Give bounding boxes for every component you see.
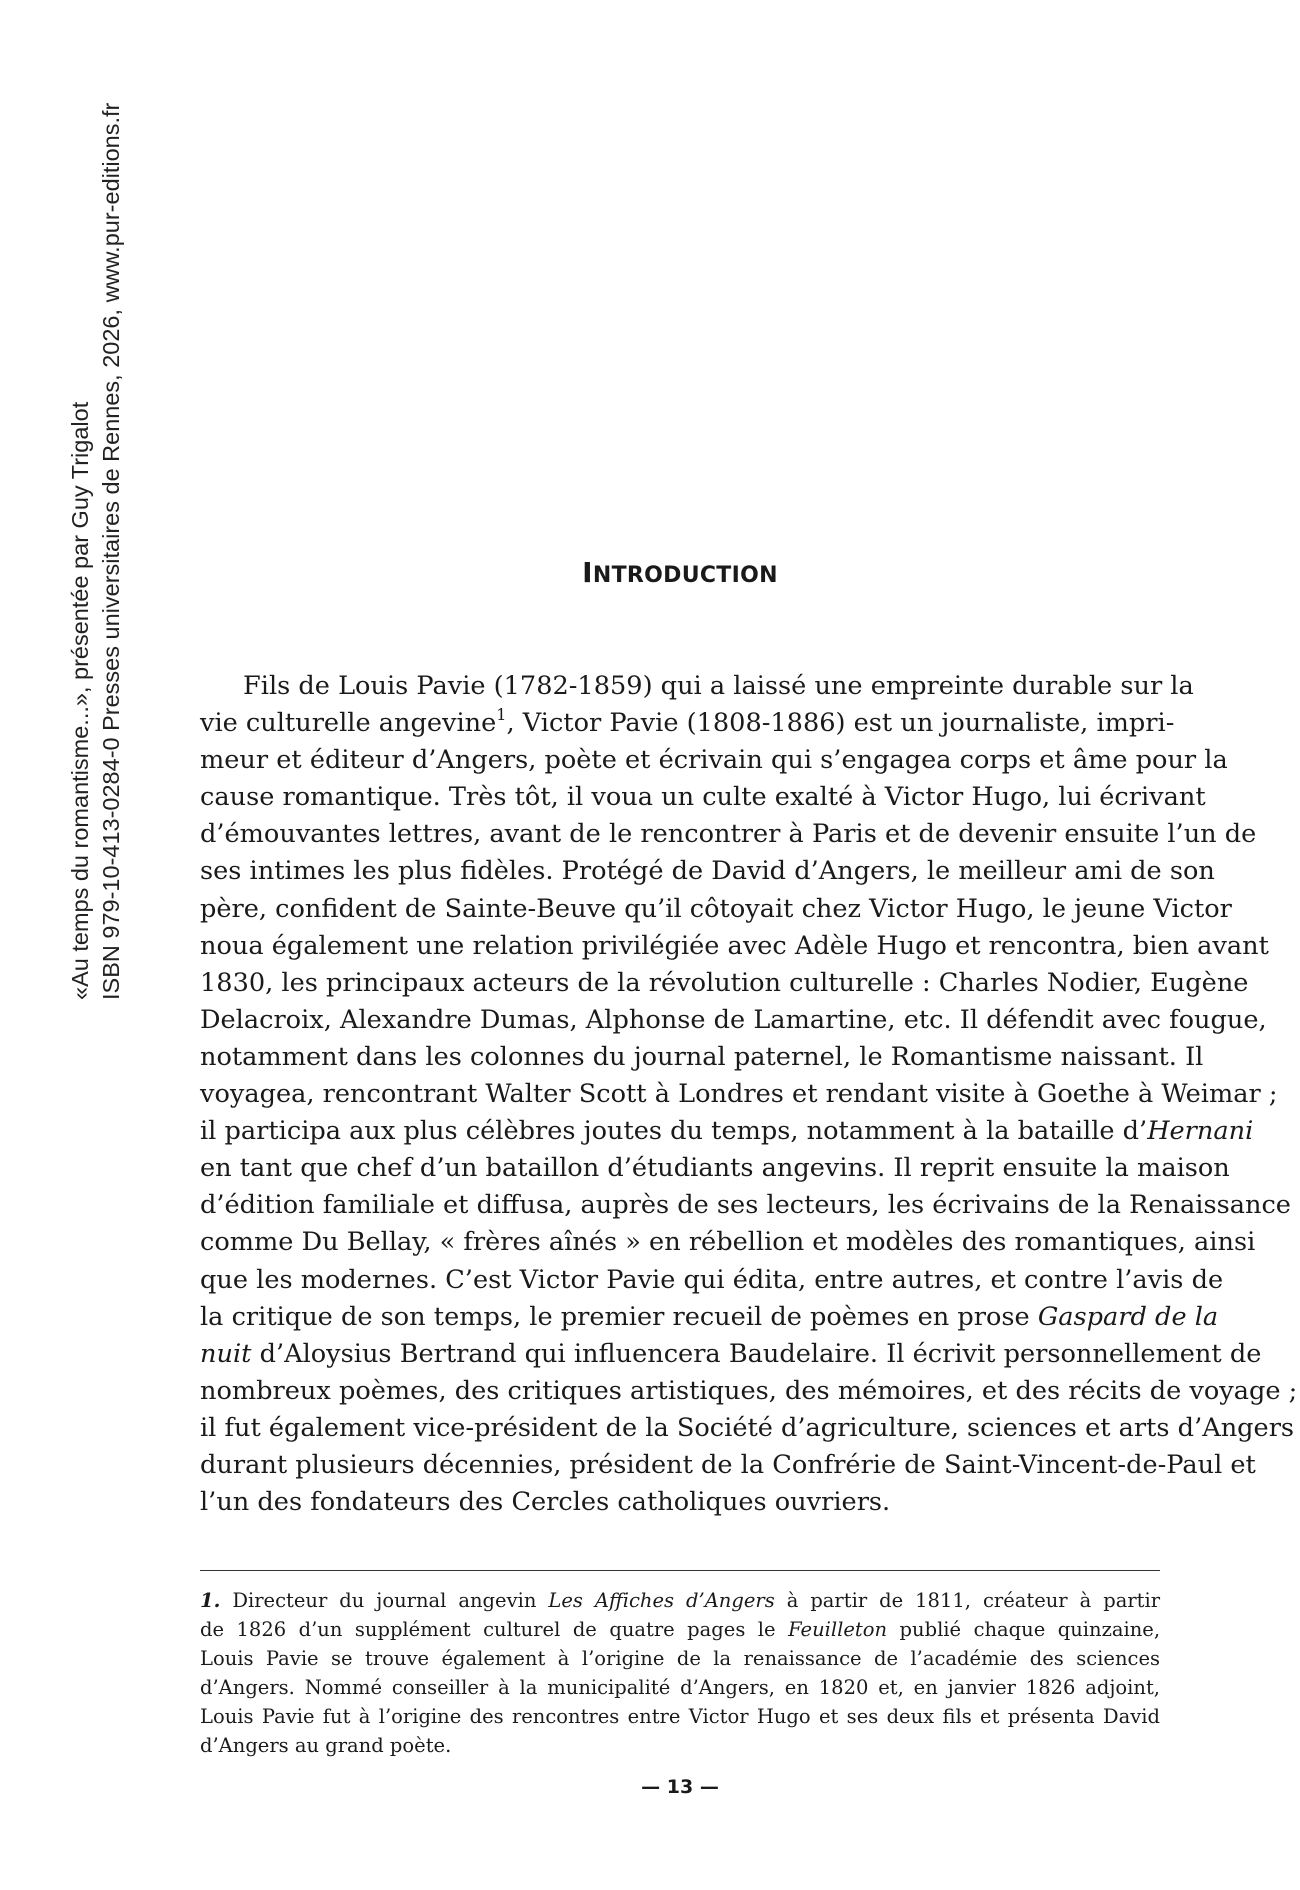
body-line: d’édition familiale et diffusa, auprès de ses lecteurs, les écrivains de la Renaissance (200, 1190, 1291, 1221)
italic-title: Gaspard de la (1037, 1301, 1219, 1332)
body-line: Delacroix, Alexandre Dumas, Alphonse de Lamartine, etc. Il défendit avec fougue, (200, 1004, 1267, 1035)
footnote (200, 1586, 1160, 1760)
italic-title: nuit (200, 1338, 252, 1369)
body-line: en tant que chef d’un bataillon d’étudiants angevins. Il reprit ensuite la maison (200, 1153, 1230, 1184)
body-line: noua également une relation privilégiée avec Adèle Hugo et rencontra, bien avant (200, 930, 1269, 961)
body-line: l’un des fondateurs des Cercles catholiques ouvriers. (200, 1487, 891, 1518)
body-paragraph (200, 668, 1298, 1521)
body-line: nuit d’Aloysius Bertrand qui influencera Baudelaire. Il écrivit personnellement de (200, 1338, 1262, 1369)
side-note-line-1: «Au temps du romantisme...», présentée par Guy Trigalot (67, 401, 93, 1000)
body-line: 1830, les principaux acteurs de la révolution culturelle : Charles Nodier, Eugène (200, 967, 1249, 998)
italic-title: Hernani (1147, 1116, 1254, 1147)
copyright-side-note (65, 0, 127, 1000)
body-line: durant plusieurs décennies, président de la Confrérie de Saint-Vincent-de-Paul et (200, 1449, 1256, 1480)
footnote-line: de 1826 d’un supplément culturel de quatre pages le Feuilleton publié chaque quinzaine, (200, 1618, 1161, 1641)
footnote-reference: 1 (496, 705, 507, 725)
body-line: notamment dans les colonnes du journal paternel, le Romantisme naissant. Il (200, 1041, 1204, 1072)
footnote-line: d’Angers au grand poète. (200, 1734, 452, 1757)
body-line: comme Du Bellay, « frères aînés » en rébellion et modèles des romantiques, ainsi (200, 1227, 1256, 1258)
side-note-line-2: ISBN 979-10-413-0284-0 Presses universitaires de Rennes, 2026, www.pur-editions.fr (98, 102, 124, 1000)
page-number: — 13 — (641, 1776, 719, 1798)
chapter-title (200, 556, 1160, 589)
body-line: voyagea, rencontrant Walter Scott à Londres et rendant visite à Goethe à Weimar ; (200, 1079, 1278, 1110)
body-line: Fils de Louis Pavie (1782-1859) qui a laissé une empreinte durable sur la (243, 671, 1194, 701)
body-line: meur et éditeur d’Angers, poète et écrivain qui s’engagea corps et âme pour la (200, 745, 1228, 776)
footnote-line: d’Angers. Nommé conseiller à la municipalité d’Angers, en 1820 et, en janvier 1826 adjoint, (200, 1676, 1160, 1699)
body-line: père, confident de Sainte-Beuve qu’il côtoyait chez Victor Hugo, le jeune Victor (200, 893, 1232, 924)
footnote-number: 1. (200, 1589, 221, 1612)
footnote-line: Louis Pavie fut à l’origine des rencontres entre Victor Hugo et ses deux fils et présenta David (200, 1705, 1160, 1728)
footnote-separator (200, 1570, 1160, 1571)
body-line: il participa aux plus célèbres joutes du temps, notamment à la bataille d’Hernani (200, 1116, 1254, 1147)
title-rest: NTRODUCTION (592, 563, 778, 588)
footnote-line: Louis Pavie se trouve également à l’origine de la renaissance de l’académie des sciences (200, 1647, 1160, 1670)
title-initial: I (582, 556, 593, 589)
body-line: la critique de son temps, le premier recueil de poèmes en prose Gaspard de la (200, 1301, 1219, 1332)
body-line: il fut également vice-président de la Société d’agriculture, sciences et arts d’Angers (200, 1412, 1295, 1443)
body-line: nombreux poèmes, des critiques artistiques, des mémoires, et des récits de voyage ; (200, 1375, 1298, 1406)
body-line: cause romantique. Très tôt, il voua un culte exalté à Victor Hugo, lui écrivant (200, 782, 1206, 813)
body-line: d’émouvantes lettres, avant de le rencontrer à Paris et de devenir ensuite l’un de (200, 819, 1257, 850)
body-line: que les modernes. C’est Victor Pavie qui édita, entre autres, et contre l’avis de (200, 1264, 1224, 1295)
body-line: vie culturelle angevine$^1$, Victor Pavie (1808-1886) est un journaliste, impri- (200, 705, 1175, 739)
footnote-line: 1. Directeur du journal angevin Les Affiches d’Angers à partir de 1811, créateur à partir (200, 1589, 1161, 1612)
body-line: ses intimes les plus fidèles. Protégé de David d’Angers, le meilleur ami de son (200, 856, 1215, 887)
